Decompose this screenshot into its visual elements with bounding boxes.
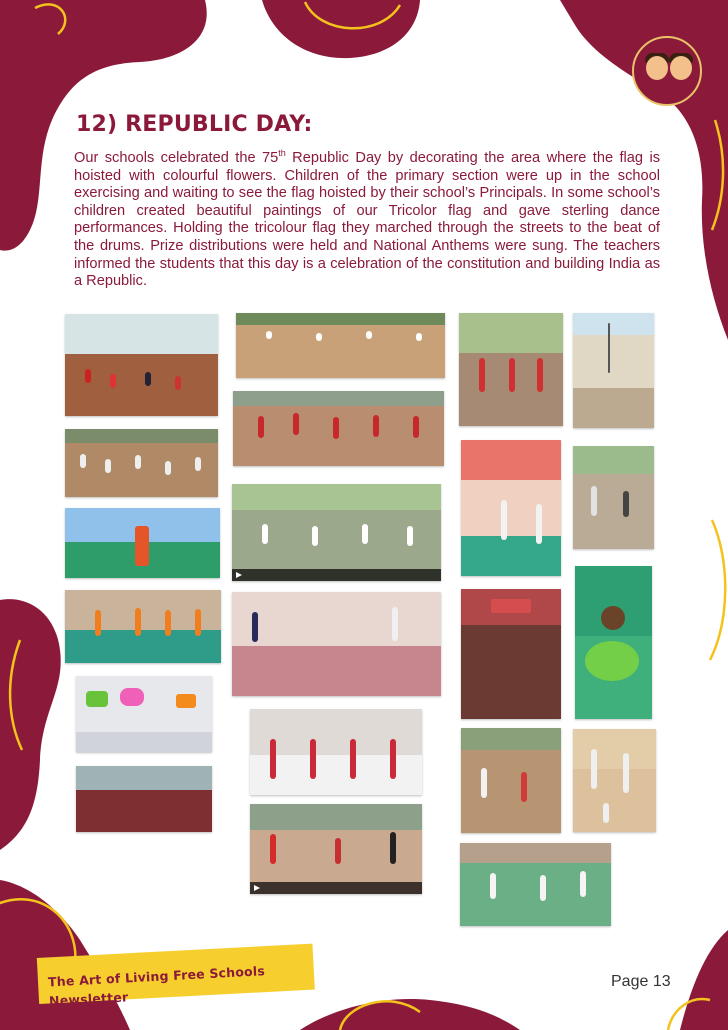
blob-left-middle <box>0 599 61 850</box>
photo-students-marching-red <box>233 391 444 466</box>
photo-classroom-celebration <box>232 592 441 696</box>
photo-flag-rally-students <box>76 766 212 832</box>
photo-children-holding-cutouts <box>76 676 212 752</box>
photo-outdoor-yoga-performance <box>460 843 611 926</box>
ring-right-middle <box>710 520 725 660</box>
section-title: 12) REPUBLIC DAY: <box>76 112 313 137</box>
video-drum-dance <box>250 804 422 894</box>
blob-bottom-right <box>680 930 728 1030</box>
photo-group-students-teachers <box>250 709 422 795</box>
ordinal-suffix: th <box>278 148 286 159</box>
photo-flag-bearers-march <box>459 313 563 426</box>
logo-child-face-left <box>646 56 668 80</box>
newsletter-name: The Art of Living Free Schools Newsletter <box>47 963 266 1009</box>
play-icon[interactable] <box>236 572 242 578</box>
photo-girls-dance-performance <box>65 590 221 663</box>
video-controls[interactable] <box>232 569 441 581</box>
photo-flag-hoisting-crowd <box>65 314 218 416</box>
blob-bottom-center <box>300 999 520 1030</box>
photo-audience-stage <box>461 589 561 719</box>
body-text-part1: Our schools celebrated the 75 <box>74 150 279 166</box>
photo-girl-peacock-costume <box>575 566 652 719</box>
photo-school-building-flag <box>573 313 654 428</box>
photo-students-yoga-pose <box>573 729 656 832</box>
photo-girl-dance-canopy <box>461 440 561 576</box>
play-icon[interactable] <box>254 885 260 891</box>
photo-ground-assembly-wide <box>236 313 445 378</box>
logo-child-face-right <box>670 56 692 80</box>
photo-prize-distribution <box>461 728 561 833</box>
video-hoop-dance <box>232 484 441 581</box>
photo-students-painting <box>573 446 654 549</box>
body-paragraph <box>74 150 660 291</box>
body-text-part2: Republic Day by decorating the area where the flag is hoisted with colourful flowers. Children of the primary section were up in the school exercising and waiting to see the flag hoisted by their school’s Principals. In some school’s children created beautiful paintings of our Tricolor flag and gave sterling dance performances. Holding the tricolour flag they marched through the streets to the beat of the drums. Prize distributions were held and National Anthems were sung. The teachers informed the students that this day is a celebration of the constitution and building India as a Republic. <box>74 150 661 290</box>
photo-students-exercising <box>65 429 218 497</box>
photo-stage-dance-peacock <box>65 508 220 578</box>
art-of-living-free-schools-logo <box>632 36 702 106</box>
page-number: Page 13 <box>611 973 671 990</box>
video-controls-2[interactable] <box>250 882 422 894</box>
